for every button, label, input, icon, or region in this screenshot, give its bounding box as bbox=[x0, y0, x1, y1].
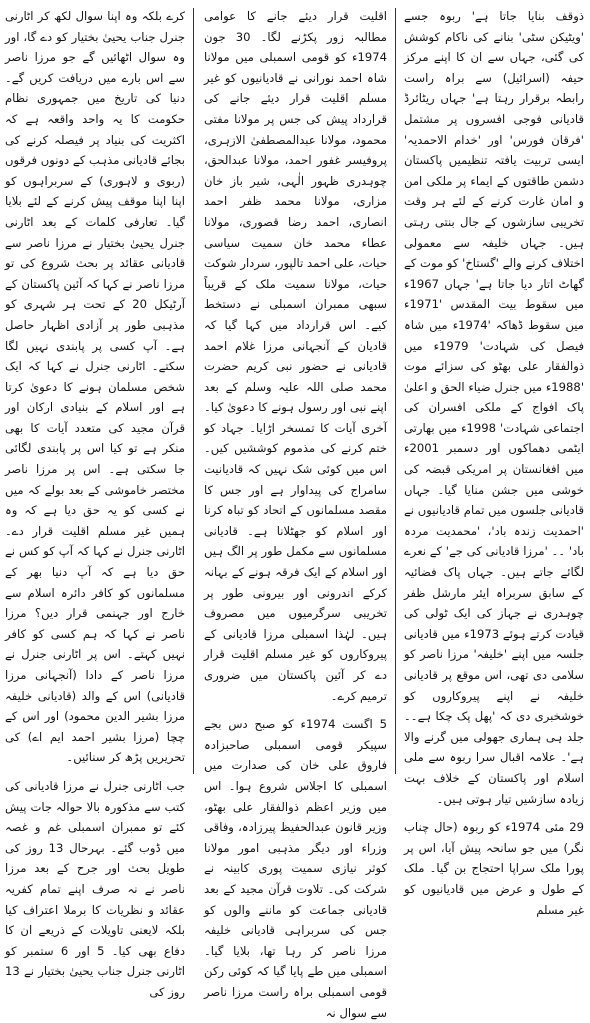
paragraph-cross-examination: جب اٹارنی جنرل نے مرزا قادیانی کی کتب سے مذکورہ بالا حوالہ جات پیش کئے تو ممبران اسمبلی غم و غصہ میں ڈوب گئے۔ بہرحال 13 روز کی طویل بحث اور جرح کے بعد مرزا ناصر نے نہ صرف اپنے تمام کفریہ عقائد و نظریات کا برملا اعتراف کیا بلکہ لایعنی تاویلات کے ذریعے ان کا دفاع بھی کیا۔ 5 اور 6 ستمبر کو اٹارنی جنرل جناب یحییٰ بختیار نے 13 روز کی bbox=[5, 778, 185, 999]
column-divider bbox=[395, 8, 396, 774]
column-divider bbox=[193, 8, 194, 774]
paragraph-attorney-general: کرے بلکہ وہ اپنا سوال لکھ کر اٹارنی جنرل جناب یحییٰ بختیار کو دے گا، اور وہ سوال اٹھائیں گے جو مرزا ناصر سے اس بارے میں دریافت کریں گے۔ دنیا کی تاریخ میں جمہوری نظام حکومت کا یہ واحد واقعہ ہے کہ اکثریت کی بنیاد پر فیصلہ کرنے کی بجائے قادیانی مذہب کے دونوں فرقوں (ربوی و لاہوری) کے سربراہوں کو اپنا اپنا موقف پیش کرنے کے لئے بلایا گیا۔ تعارفی کلمات کے بعد اٹارنی جنرل یحییٰ بختیار نے مرزا ناصر سے قادیانی عقائد پر بحث شروع کی تو مرزا ناصر نے کہا کہ آئین پاکستان کے آرٹیکل 20 کے تحت ہر شہری کو مذہبی طور پر آزادی اظہار حاصل ہے۔ آپ کسی پر پابندی نہیں لگا سکتے۔ اٹارنی جنرل نے کہا کہ ایک شخص مسلمان ہونے کا دعویٰ کرتا ہے اور اسلام کے بنیادی ارکان اور قرآن مجید کی متعدد آیات کا بھی منکر ہے تو کیا اس پر پابندی لگائی جا سکتی ہے۔ اس پر مرزا ناصر مختصر خاموشی کے بعد بولے کہ میں نے کسی کو یہ حق دیا ہے کہ وہ ہمیں غیر مسلم اقلیت قرار دے۔ اٹارنی جنرل نے کہا کہ آپ کو کس نے حق دیا ہے کہ آپ دنیا بھر کے مسلمانوں کو کافر دائرہ اسلام سے خارج اور جہنمی قرار دیں؟ مرزا ناصر نے کہا کہ ہم کسی کو کافر نہیں کہتے۔ اس پر اٹارنی جنرل نے مرزا ناصر کے دادا (آنجہانی مرزا قادیانی) اس کے والد (قادیانی خلیفہ مرزا بشیر الدین محمود) اور اس کے چچا (مرزا بشیر احمد ایم اے) کی تحریریں پڑھ کر سنائیں۔ bbox=[5, 9, 185, 765]
paragraph-rabwah-history: ذوقف بنایا جاتا ہے' ربوہ جسے 'ویٹیکن سٹی' بنانے کی ناکام کوشش کی گئی، جہاں سے ان کا اپنے مرکز حیفہ (اسرائیل) سے براہ راست رابطہ برقرار رہتا ہے' جہاں ریٹائرڈ قادیانی فوجی افسروں پر مشتمل 'فرقان فورس' اور 'خدام الاحمدیہ' ایسی تربیت یافتہ تنظیمیں پاکستان دشمن طاقتوں کے ایماء پر ملکی امن و امان غارت کرنے کے لئے ہر وقت تخریبی سازشوں کے جال بنتی رہتی ہیں۔ جہاں خلیفہ سے معمولی اختلاف کرنے والے 'گستاخ' کو موت کے گھاٹ اتار دیا جاتا ہے' جہاں 1967ء میں سقوط بیت المقدس '1971ء میں سقوط ڈھاکہ '1974ء میں شاہ فیصل کی شہادت' 1979ء میں ذوالفقار علی بھٹو کی سزائے موت '1988ء میں جنرل ضیاء الحق و اعلیٰ پاک افواج کے ملکی افسران کی اجتماعی شہادت' 1998ء میں بھارتی ایٹمی دھماکوں اور دسمبر 2001ء میں افغانستان پر امریکی قبضہ کی خوشی میں جشن منایا گیا۔ جہاں قادیانی جلسوں میں تمام قادیانیوں نے 'احمدیت زندہ باد'، 'محمدیت مردہ باد' ۔۔ 'مرزا قادیانی کی جے' کے نعرے لگائے جاتے ہیں۔ جہاں پاک فضائیہ کے سابق سربراہ ایئر مارشل ظفر چوہدری نے جہاز کی ایک ٹولی کی قیادت کرتے ہوئے 1973ء میں قادیانی جلسہ میں اپنے 'خلیفہ' مرزا ناصر کو سلامی دی تھی، اس موقع پر قادیانی خلیفہ نے اپنے پیروکاروں کو خوشخبری دی کہ 'پھل پک چکا ہے۔۔ جلد ہی ہماری جھولی میں گرنے والا ہے'۔ علامہ اقبال سرا ربوہ سے ملی اسلام اور پاکستان کے خلاف بہت زیادہ سازشیں تیار ہوتی ہیں۔ bbox=[404, 9, 585, 806]
text-column-left bbox=[5, 6, 185, 999]
text-column-middle bbox=[204, 6, 387, 1020]
paragraph-may-1974: 29 مئی 1974ء کو ربوہ (حال چناب نگر) میں جو سانحہ پیش آیا، اس پر پورا ملک سراپا احتجاج بن گیا۔ ملک کے طول و عرض میں قادیانیوں کو غیر مسلم bbox=[404, 820, 584, 917]
paragraph-august-1974: 5 اگست 1974ء کو صبح دس بجے سپیکر قومی اسمبلی صاحبزادہ فاروق علی خان کی صدارت میں اسمبلی کا اجلاس شروع ہوا۔ اس میں وزیر اعظم ذوالفقار علی بھٹو، وزیر قانون عبدالحفیظ پیرزادہ، وفاقی وزراء اور دیگر مذہبی امور مولانا کوثر نیازی سمیت پوری کابینہ نے شرکت کی۔ تلاوت قرآن مجید کے بعد قادیانی جماعت کو ماننے والوں کو جس کی سربراہی قادیانی خلیفہ مرزا ناصر کر رہا تھا، بلایا گیا۔ اسمبلی میں طے پایا گیا کہ کوئی رکن قومی اسمبلی براہ راست مرزا ناصر سے سوال نہ bbox=[204, 717, 387, 1020]
text-column-right bbox=[404, 6, 585, 917]
paragraph-resolution: اقلیت قرار دیئے جانے کا عوامی مطالبہ زور پکڑنے لگا۔ 30 جون 1974ء کو قومی اسمبلی میں مولانا شاہ احمد نورانی نے قادیانیوں کو غیر مسلم اقلیت قرار دیئے جانے کی قرارداد پیش کی جس پر مولانا مفتی محمود، مولانا عبدالمصطفیٰ الازہری، پروفیسر غفور احمد، مولانا عبدالحق، چوہدری ظہور الٰہی، شیر باز خان مزاری، مولانا محمد ظفر احمد انصاری، احمد رضا قصوری، مولانا عطاء محمد خان سمیت سیاسی حیات، علی احمد تالپور، سردار شوکت حیات، مولانا سمیت ملک کے قریباً سبھی ممبران اسمبلی نے دستخط کیے۔ اس قرارداد میں کہا گیا کہ قادیان کے آنجہانی مرزا غلام احمد قادیانی نے حضور نبی کریم حضرت محمد صلی اللہ علیہ وسلم کے بعد اپنے نبی اور رسول ہونے کا دعویٰ کیا۔ آخری آیات کا تمسخر اڑایا۔ جہاد کو ختم کرنے کی مذموم کوششیں کیں۔ اس میں کوئی شک نہیں کہ قادیانیت سامراج کی پیداوار ہے اور جس کا مقصد مسلمانوں کے اتحاد کو تباہ کرنا اور اسلام کو جھٹلانا ہے۔ قادیانی مسلمانوں سے مکمل طور پر الگ ہیں اور اسلام کے ایک فرقہ ہونے کے بہانہ کرکے اندرونی اور بیرونی طور پر تخریبی سرگرمیوں میں مصروف ہیں۔ لہٰذا اسمبلی مرزا قادیانی کے پیروکاروں کو غیر مسلم اقلیت قرار دے کر آئین پاکستان میں ضروری ترمیم کرے۔ bbox=[204, 9, 387, 703]
